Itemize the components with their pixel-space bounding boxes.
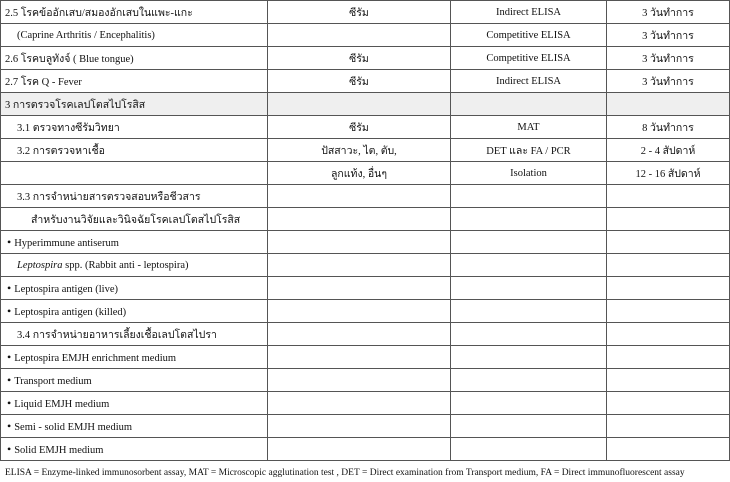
subsection-label: 3.1 ตรวจทางซีรัมวิทยา xyxy=(1,116,268,139)
list-item: • Transport medium xyxy=(1,369,268,392)
table-row xyxy=(1,277,730,300)
test-method: Isolation xyxy=(451,162,607,185)
table-row xyxy=(1,185,730,208)
table-row xyxy=(1,47,730,70)
empty-cell xyxy=(268,300,451,323)
empty-cell xyxy=(451,93,607,116)
test-method: Competitive ELISA xyxy=(451,24,607,47)
section-heading: 3 การตรวจโรคเลปโตสไปโรสิส xyxy=(1,93,268,116)
empty-cell xyxy=(451,231,607,254)
table-row xyxy=(1,139,730,162)
table-row xyxy=(1,116,730,139)
empty-cell xyxy=(451,277,607,300)
sample-type: ซีรัม xyxy=(268,1,451,24)
sample-type: ซีรัม xyxy=(268,47,451,70)
empty-cell xyxy=(268,346,451,369)
empty-cell xyxy=(451,323,607,346)
empty-cell xyxy=(451,415,607,438)
empty-cell xyxy=(268,415,451,438)
empty-cell xyxy=(268,254,451,277)
table-row xyxy=(1,231,730,254)
empty-cell xyxy=(607,369,730,392)
test-method: DET และ FA / PCR xyxy=(451,139,607,162)
empty-cell xyxy=(268,438,451,461)
empty-cell xyxy=(451,185,607,208)
disease-name: 2.7 โรค Q - Fever xyxy=(1,70,268,93)
subsection-label: 3.3 การจำหน่ายสารตรวจสอบหรือชีวสาร xyxy=(1,185,268,208)
table-row xyxy=(1,415,730,438)
empty-cell xyxy=(607,231,730,254)
empty-cell xyxy=(268,93,451,116)
section-heading-row xyxy=(1,93,730,116)
empty-cell xyxy=(607,277,730,300)
empty-cell xyxy=(607,254,730,277)
empty-cell xyxy=(268,231,451,254)
turnaround-time: 3 วันทำการ xyxy=(607,24,730,47)
sample-type: ปัสสาวะ, ไต, ตับ, xyxy=(268,139,451,162)
empty-cell xyxy=(607,346,730,369)
empty-cell xyxy=(607,438,730,461)
empty-cell xyxy=(451,369,607,392)
list-item: • Hyperimmune antiserum xyxy=(1,231,268,254)
test-method: MAT xyxy=(451,116,607,139)
empty-cell xyxy=(1,162,268,185)
list-item: • Semi - solid EMJH medium xyxy=(1,415,268,438)
table-row xyxy=(1,346,730,369)
empty-cell xyxy=(451,392,607,415)
list-item: • Solid EMJH medium xyxy=(1,438,268,461)
turnaround-time: 3 วันทำการ xyxy=(607,70,730,93)
table-row xyxy=(1,70,730,93)
table-row xyxy=(1,323,730,346)
empty-cell xyxy=(451,300,607,323)
turnaround-time: 8 วันทำการ xyxy=(607,116,730,139)
table-row xyxy=(1,300,730,323)
empty-cell xyxy=(607,185,730,208)
item-detail-text: spp. (Rabbit anti - leptospira) xyxy=(65,259,189,271)
empty-cell xyxy=(268,208,451,231)
empty-cell xyxy=(268,24,451,47)
empty-cell xyxy=(268,323,451,346)
abbreviation-footnote: ELISA = Enzyme-linked immunosorbent assay, MAT = Microscopic agglutination test , DET = Direct examination from Transport medium, FA = Direct immunofluorescent assay xyxy=(5,468,685,478)
empty-cell xyxy=(607,415,730,438)
table-row xyxy=(1,369,730,392)
table-row xyxy=(1,254,730,277)
empty-cell xyxy=(451,254,607,277)
test-method: Indirect ELISA xyxy=(451,1,607,24)
table-row xyxy=(1,24,730,47)
subsection-label: 3.2 การตรวจหาเชื้อ xyxy=(1,139,268,162)
table-row xyxy=(1,1,730,24)
empty-cell xyxy=(451,438,607,461)
test-method: Indirect ELISA xyxy=(451,70,607,93)
list-item: • Leptospira antigen (live) xyxy=(1,277,268,300)
list-item: • Leptospira EMJH enrichment medium xyxy=(1,346,268,369)
subsection-label: 3.4 การจำหน่ายอาหารเลี้ยงเชื้อเลปโตสไปรา xyxy=(1,323,268,346)
empty-cell xyxy=(607,300,730,323)
empty-cell xyxy=(607,208,730,231)
disease-name-english: (Caprine Arthritis / Encephalitis) xyxy=(1,24,268,47)
turnaround-time: 12 - 16 สัปดาห์ xyxy=(607,162,730,185)
disease-name: 2.5 โรคข้ออักเสบ/สมองอักเสบในแพะ-แกะ xyxy=(1,1,268,24)
empty-cell xyxy=(451,208,607,231)
empty-cell xyxy=(268,185,451,208)
turnaround-time: 3 วันทำการ xyxy=(607,47,730,70)
turnaround-time: 3 วันทำการ xyxy=(607,1,730,24)
empty-cell xyxy=(268,392,451,415)
empty-cell xyxy=(268,369,451,392)
empty-cell xyxy=(451,346,607,369)
turnaround-time: 2 - 4 สัปดาห์ xyxy=(607,139,730,162)
test-method: Competitive ELISA xyxy=(451,47,607,70)
empty-cell xyxy=(607,392,730,415)
table-row xyxy=(1,392,730,415)
subsection-label-continued: สำหรับงานวิจัยและวินิจฉัยโรคเลปโตสไปโรสิส xyxy=(1,208,268,231)
list-item: • Leptospira antigen (killed) xyxy=(1,300,268,323)
list-item-detail xyxy=(1,254,268,277)
empty-cell xyxy=(268,277,451,300)
disease-name: 2.6 โรคบลูทังจ์ ( Blue tongue) xyxy=(1,47,268,70)
table-row xyxy=(1,438,730,461)
genus-name: Leptospira xyxy=(17,259,63,271)
list-item: • Liquid EMJH medium xyxy=(1,392,268,415)
table-row xyxy=(1,162,730,185)
sample-type: ซีรัม xyxy=(268,70,451,93)
table-row xyxy=(1,208,730,231)
sample-type: ลูกแท้ง, อื่นๆ xyxy=(268,162,451,185)
sample-type: ซีรัม xyxy=(268,116,451,139)
empty-cell xyxy=(607,323,730,346)
empty-cell xyxy=(607,93,730,116)
